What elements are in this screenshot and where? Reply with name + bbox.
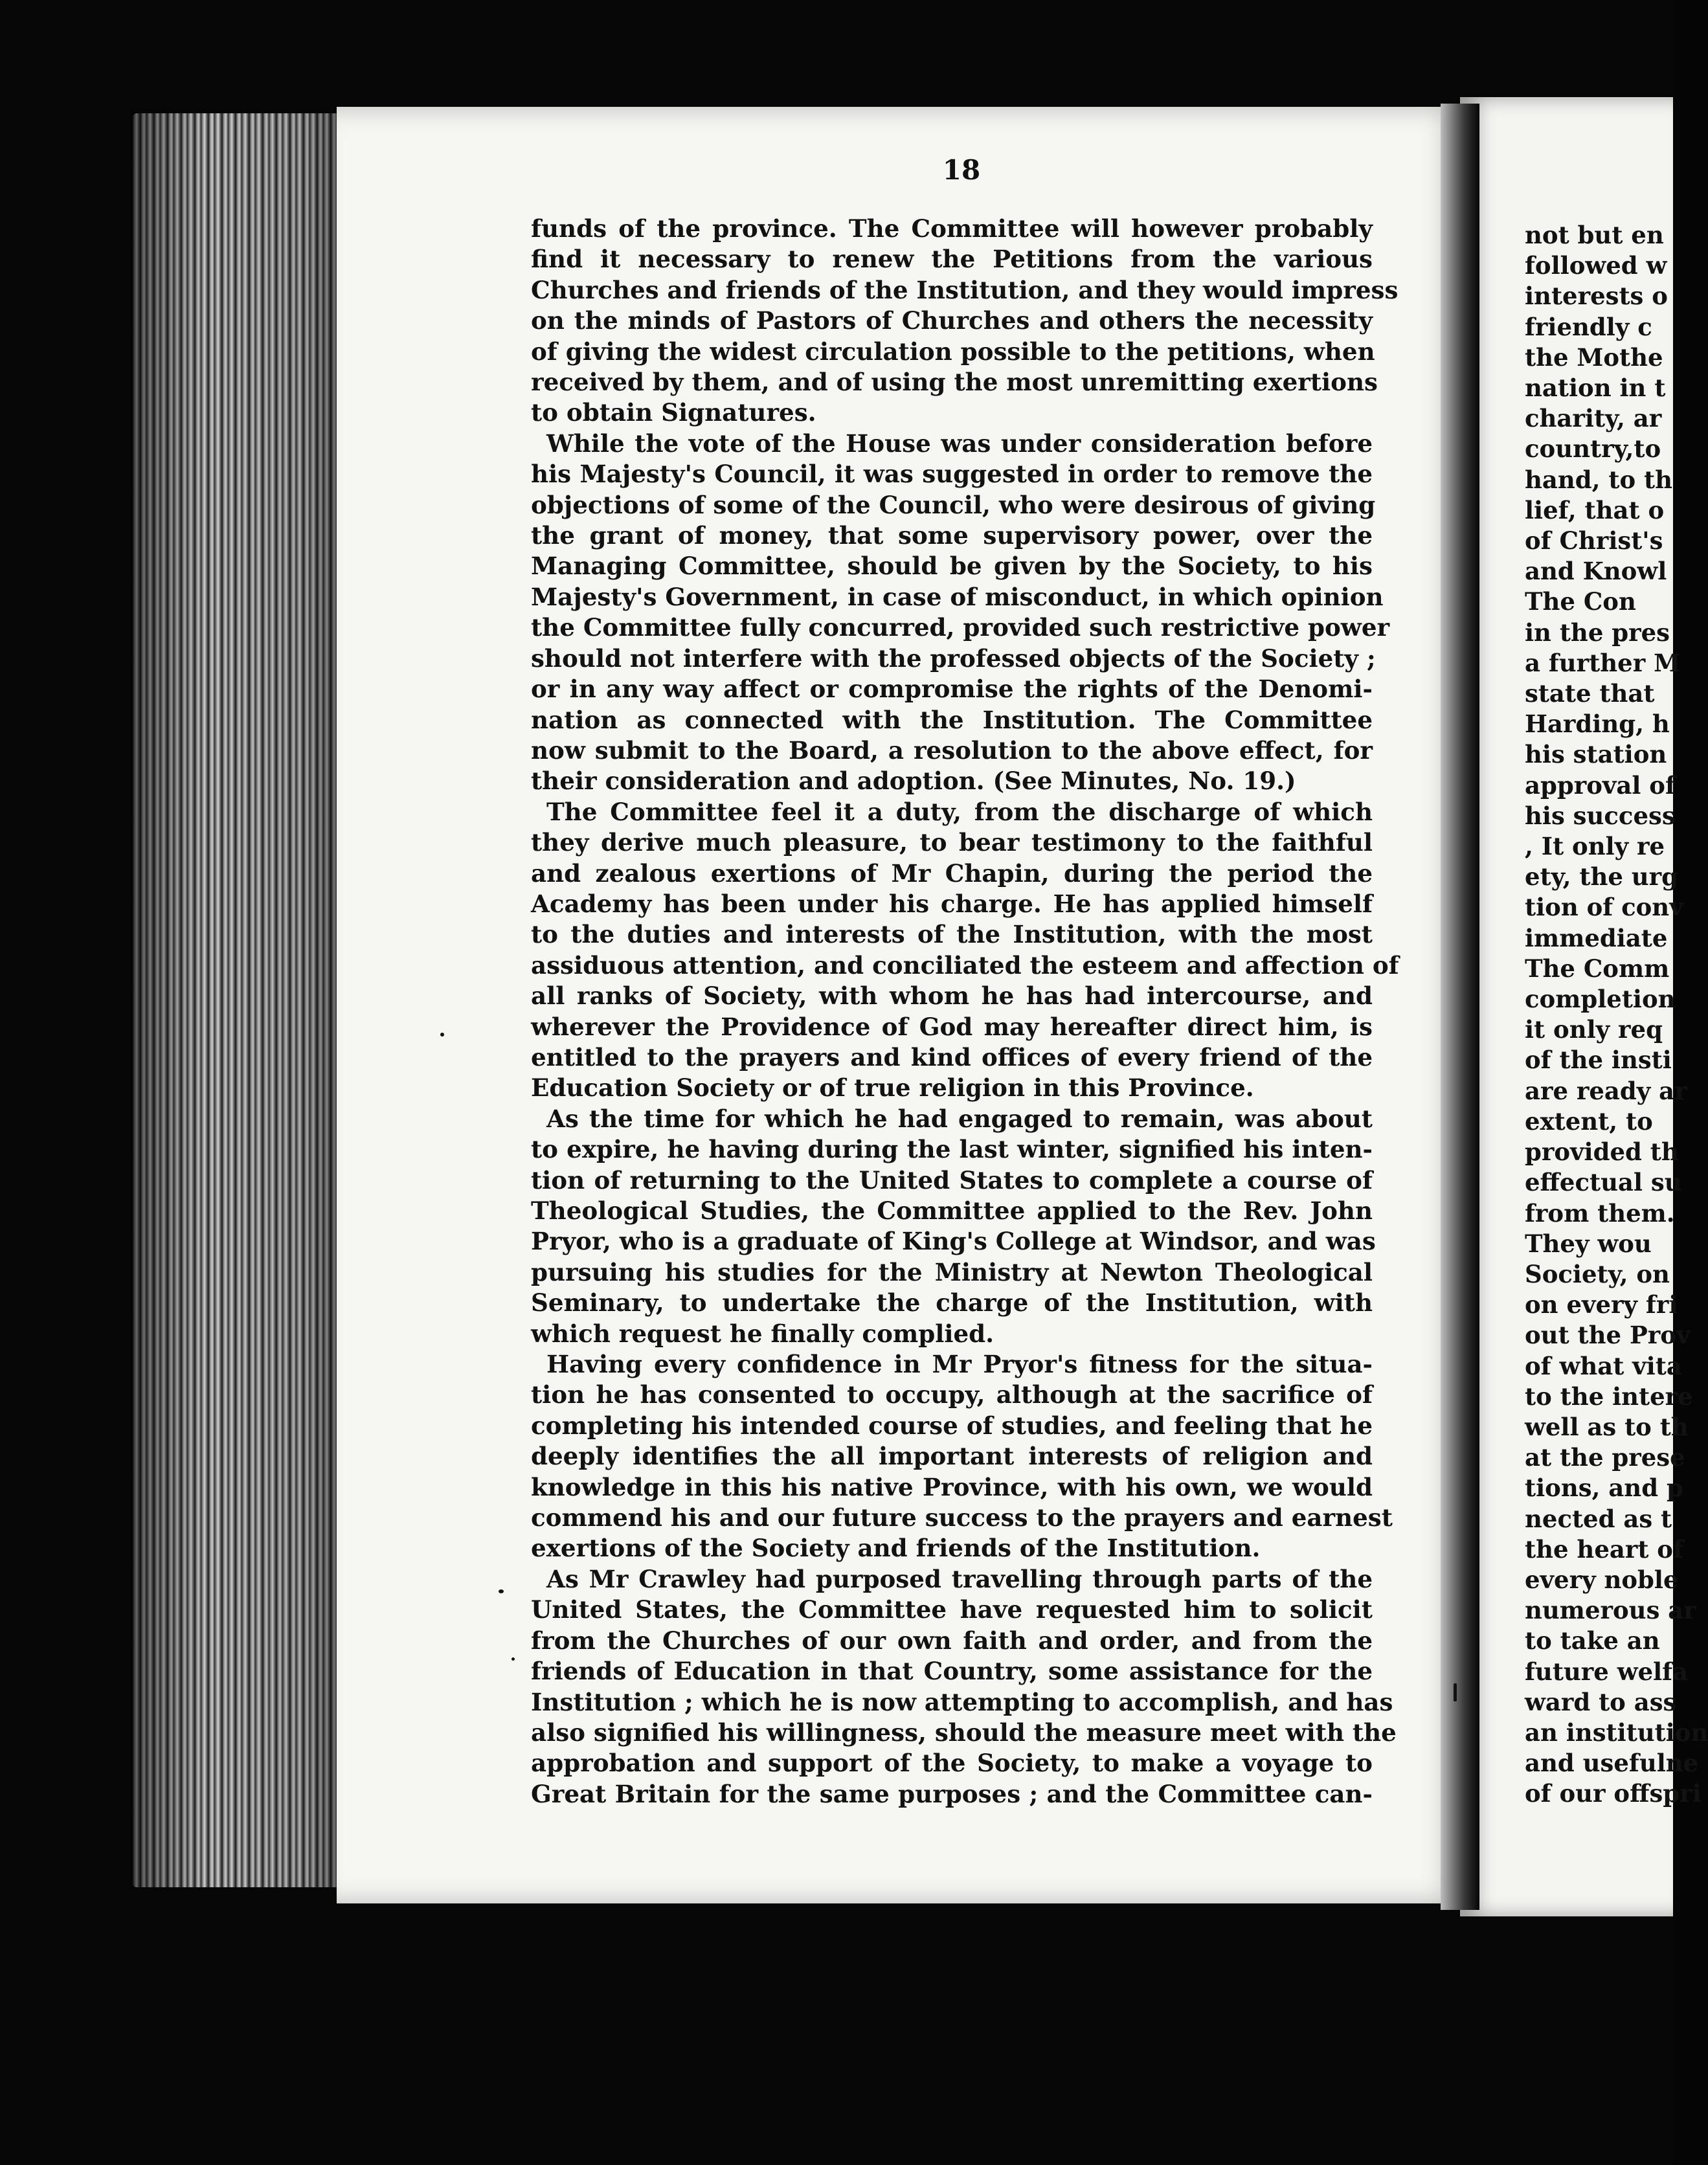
text-line: Pryor, who is a graduate of King's College at Windsor, and was: [531, 1227, 1376, 1256]
text-line: an institution: [1525, 1718, 1708, 1747]
text-line: As the time for which he had engaged to remain, was about: [546, 1104, 1373, 1133]
text-line: are ready ar: [1525, 1076, 1687, 1105]
text-line: pursuing his studies for the Ministry at Newton Theological: [531, 1257, 1373, 1286]
text-line: United States, the Committee have requested him to solicit: [531, 1595, 1373, 1624]
text-line: the grant of money, that some supervisory power, over the: [531, 521, 1373, 550]
text-line: his Majesty's Council, it was suggested in order to remove the: [531, 460, 1373, 489]
text-line: Churches and friends of the Institution, and they would impress: [531, 275, 1399, 304]
text-line: his success: [1525, 801, 1676, 830]
left-page-text: [531, 214, 1399, 1810]
text-line: completion: [1525, 985, 1676, 1014]
text-line: While the vote of the House was under consideration before: [546, 429, 1373, 458]
text-line: approbation and support of the Society, to make a voyage to: [531, 1749, 1373, 1778]
text-line: or in any way affect or compromise the rights of the Denomi-: [531, 675, 1373, 704]
text-line: the heart of: [1525, 1534, 1683, 1564]
text-line: friends of Education in that Country, some assistance for the: [531, 1657, 1373, 1686]
text-line: objections of some of the Council, who were desirous of giving: [531, 490, 1376, 519]
text-line: from the Churches of our own faith and order, and from the: [531, 1626, 1373, 1655]
text-line: to the intere: [1525, 1382, 1693, 1411]
text-line: Having every confidence in Mr Pryor's fitness for the situa-: [546, 1350, 1373, 1379]
text-line: followed w: [1525, 251, 1667, 280]
text-line: exertions of the Society and friends of the Institution.: [531, 1534, 1261, 1563]
text-line: extent, to: [1525, 1106, 1653, 1136]
text-line: assiduous attention, and conciliated the esteem and affection of: [531, 950, 1399, 980]
text-line: Harding, h: [1525, 710, 1670, 739]
text-line: , It only re: [1525, 832, 1665, 861]
text-line: a further M: [1525, 648, 1681, 677]
text-line: approval of: [1525, 770, 1676, 800]
ink-speck: [511, 1657, 515, 1661]
text-line: his station: [1525, 740, 1667, 769]
text-line: ward to ass: [1525, 1687, 1677, 1716]
text-line: state that: [1525, 679, 1655, 708]
text-line: they derive much pleasure, to bear testimony to the faithful: [531, 828, 1373, 857]
text-line: Great Britain for the same purposes ; and the Committee can-: [531, 1779, 1373, 1808]
text-line: tion of conv: [1525, 893, 1683, 922]
text-line: Education Society or of true religion in this Province.: [531, 1073, 1254, 1103]
text-line: lief, that o: [1525, 495, 1665, 524]
text-line: effectual su: [1525, 1168, 1682, 1197]
text-line: As Mr Crawley had purposed travelling through parts of the: [546, 1564, 1373, 1593]
text-line: on the minds of Pastors of Churches and others the necessity: [531, 306, 1373, 335]
text-line: every noble: [1525, 1565, 1679, 1594]
text-line: Seminary, to undertake the charge of the Institution, with: [531, 1288, 1373, 1318]
text-line: charity, ar: [1525, 404, 1662, 433]
text-line: which request he finally complied.: [531, 1319, 994, 1348]
text-line: in the pres: [1525, 618, 1670, 647]
text-line: well as to th: [1525, 1412, 1689, 1441]
fore-edge-shadow: [133, 113, 346, 1887]
text-line: wherever the Providence of God may hereafter direct him, is: [531, 1012, 1373, 1041]
text-line: commend his and our future success to the prayers and earnest: [531, 1503, 1393, 1532]
text-line: Majesty's Government, in case of misconduct, in which opinion: [531, 582, 1384, 611]
text-line: not but en: [1525, 221, 1664, 249]
text-line: on every fri: [1525, 1290, 1678, 1319]
text-line: The Con: [1525, 587, 1636, 616]
text-line: find it necessary to renew the Petitions from the various: [531, 245, 1373, 274]
ink-speck: [499, 1589, 504, 1593]
page-number: 18: [942, 154, 981, 186]
text-line: should not interfere with the professed objects of the Society ;: [531, 644, 1376, 673]
text-line: nation in t: [1525, 374, 1666, 403]
text-line: to take an: [1525, 1626, 1660, 1655]
ink-speck: [1454, 1683, 1457, 1701]
text-line: and usefulne: [1525, 1749, 1699, 1778]
text-line: and zealous exertions of Mr Chapin, during the period the: [531, 858, 1373, 888]
text-line: tions, and p: [1525, 1474, 1683, 1503]
text-line: it only req: [1525, 1015, 1663, 1044]
text-line: immediate: [1525, 923, 1668, 952]
text-line: friendly c: [1525, 312, 1652, 341]
text-line: and Knowl: [1525, 557, 1667, 586]
text-line: all ranks of Society, with whom he has had intercourse, and: [531, 982, 1373, 1011]
text-line: tion he has consented to occupy, although at the sacrifice of: [531, 1380, 1373, 1409]
book-gutter: [1441, 104, 1479, 1910]
text-line: nected as t: [1525, 1504, 1672, 1533]
text-line: of giving the widest circulation possible to the petitions, when: [531, 337, 1375, 366]
text-line: completing his intended course of studies, and feeling that he: [531, 1411, 1373, 1440]
text-line: the Mothe: [1525, 342, 1663, 372]
text-line: future welfa: [1525, 1657, 1689, 1686]
text-line: funds of the province. The Committee will however probably: [531, 214, 1373, 243]
text-line: They wou: [1525, 1229, 1652, 1258]
text-line: knowledge in this his native Province, with his own, we would: [531, 1472, 1373, 1501]
text-line: provided th: [1525, 1138, 1679, 1167]
text-line: Institution ; which he is now attempting to accomplish, and has: [531, 1687, 1393, 1716]
text-line: to expire, he having during the last winter, signified his inten-: [531, 1135, 1373, 1164]
text-line: Academy has been under his charge. He has applied himself: [531, 889, 1373, 918]
text-line: The Comm: [1525, 954, 1670, 983]
text-line: at the prese: [1525, 1443, 1685, 1472]
text-line: ety, the urg: [1525, 862, 1679, 892]
ink-speck: [440, 1033, 444, 1037]
text-line: now submit to the Board, a resolution to the above effect, for: [531, 735, 1373, 765]
text-line: hand, to th: [1525, 465, 1673, 494]
text-line: to obtain Signatures.: [531, 398, 816, 427]
text-line: Managing Committee, should be given by the Society, to his: [531, 552, 1373, 581]
text-line: country,to: [1525, 434, 1661, 464]
text-line: The Committee feel it a duty, from the discharge of which: [546, 797, 1373, 826]
text-line: of Christ's: [1525, 526, 1663, 555]
text-line: entitled to the prayers and kind offices of every friend of the: [531, 1042, 1373, 1071]
text-line: tion of returning to the United States to complete a course of: [531, 1165, 1373, 1195]
text-line: of the insti: [1525, 1046, 1672, 1075]
text-line: deeply identifies the all important interests of religion and: [531, 1442, 1373, 1471]
text-line: the Committee fully concurred, provided such restrictive power: [531, 613, 1390, 642]
text-line: from them.: [1525, 1198, 1675, 1228]
text-line: of our offspri: [1525, 1779, 1702, 1808]
text-line: numerous ar: [1525, 1596, 1696, 1625]
text-line: also signified his willingness, should the measure meet with the: [531, 1718, 1397, 1747]
text-line: nation as connected with the Institution. The Committee: [531, 705, 1373, 734]
text-line: Society, on: [1525, 1259, 1670, 1288]
text-line: received by them, and of using the most unremitting exertions: [531, 368, 1378, 397]
text-line: to the duties and interests of the Institution, with the most: [531, 920, 1373, 949]
text-line: of what vita: [1525, 1351, 1682, 1380]
text-line: out the Prov: [1525, 1321, 1691, 1350]
text-line: Theological Studies, the Committee applied to the Rev. John: [531, 1196, 1373, 1225]
text-line: their consideration and adoption. (See Minutes, No. 19.): [531, 767, 1296, 796]
text-line: interests o: [1525, 282, 1668, 311]
right-page-text: [1525, 220, 1708, 1810]
